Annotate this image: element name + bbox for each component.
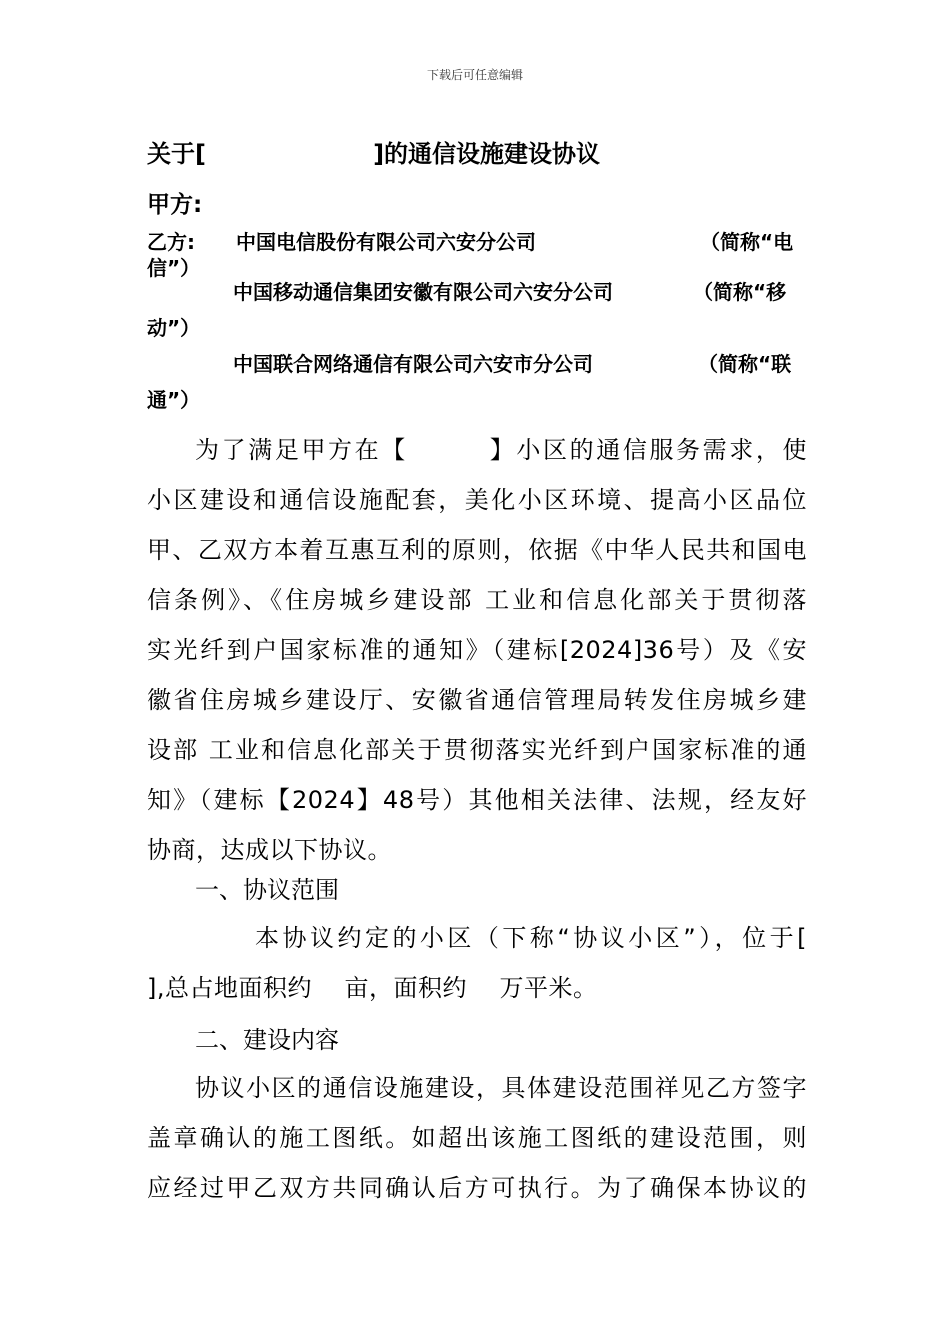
preamble-line: 知》（建标【2024】48号）其他相关法律、法规，经友好	[147, 786, 807, 814]
header-note: 下载后可任意编辑	[426, 68, 523, 82]
preamble-line: 甲、乙双方本着互惠互利的原则，依据《中华人民共和国电	[147, 536, 807, 564]
section1-line: 本协议约定的小区（下称“协议小区”），位于[	[255, 924, 807, 952]
party-b-telecom-abbr-head: （简称“电	[700, 230, 794, 254]
preamble-line: 徽省住房城乡建设厅、安徽省通信管理局转发住房城乡建	[147, 686, 807, 714]
section1-line: ],总占地面积约 亩，面积约 万平米。	[147, 974, 598, 1002]
party-b-mobile-abbr-tail: 动”）	[147, 316, 201, 340]
agreement-title: 关于[ ]的通信设施建设协议	[147, 140, 601, 168]
section1-heading: 一、协议范围	[195, 876, 339, 904]
section2-line: 协议小区的通信设施建设，具体建设范围祥见乙方签字	[195, 1074, 807, 1102]
party-a-label: 甲方:	[147, 192, 203, 218]
party-b-unicom-abbr-tail: 通”）	[147, 388, 201, 412]
party-b-mobile-name: 中国移动通信集团安徽有限公司六安分公司	[233, 280, 613, 304]
party-b-unicom-name: 中国联合网络通信有限公司六安市分公司	[233, 352, 593, 376]
section2-line: 盖章确认的施工图纸。如超出该施工图纸的建设范围，则	[147, 1124, 807, 1152]
party-b-telecom-abbr-tail: 信”）	[147, 256, 201, 280]
party-b-unicom-abbr-head: （简称“联	[698, 352, 792, 376]
preamble-line: 实光纤到户国家标准的通知》（建标[2024]36号）及《安	[147, 636, 807, 664]
preamble-line: 协商，达成以下协议。	[147, 836, 392, 864]
section2-line: 应经过甲乙双方共同确认后方可执行。为了确保本协议的	[147, 1174, 807, 1202]
party-b-mobile-abbr-head: （简称“移	[693, 280, 787, 304]
preamble-line: 小区建设和通信设施配套，美化小区环境、提高小区品位	[147, 486, 807, 514]
party-b-telecom-name: 中国电信股份有限公司六安分公司	[236, 230, 536, 254]
preamble-line: 信条例》、《住房城乡建设部 工业和信息化部关于贯彻落	[147, 586, 807, 614]
preamble-line: 设部 工业和信息化部关于贯彻落实光纤到户国家标准的通	[147, 736, 807, 764]
section2-heading: 二、建设内容	[195, 1026, 339, 1054]
party-b-label: 乙方:	[147, 230, 195, 254]
preamble-line: 为了满足甲方在【 】小区的通信服务需求，使	[195, 436, 807, 464]
